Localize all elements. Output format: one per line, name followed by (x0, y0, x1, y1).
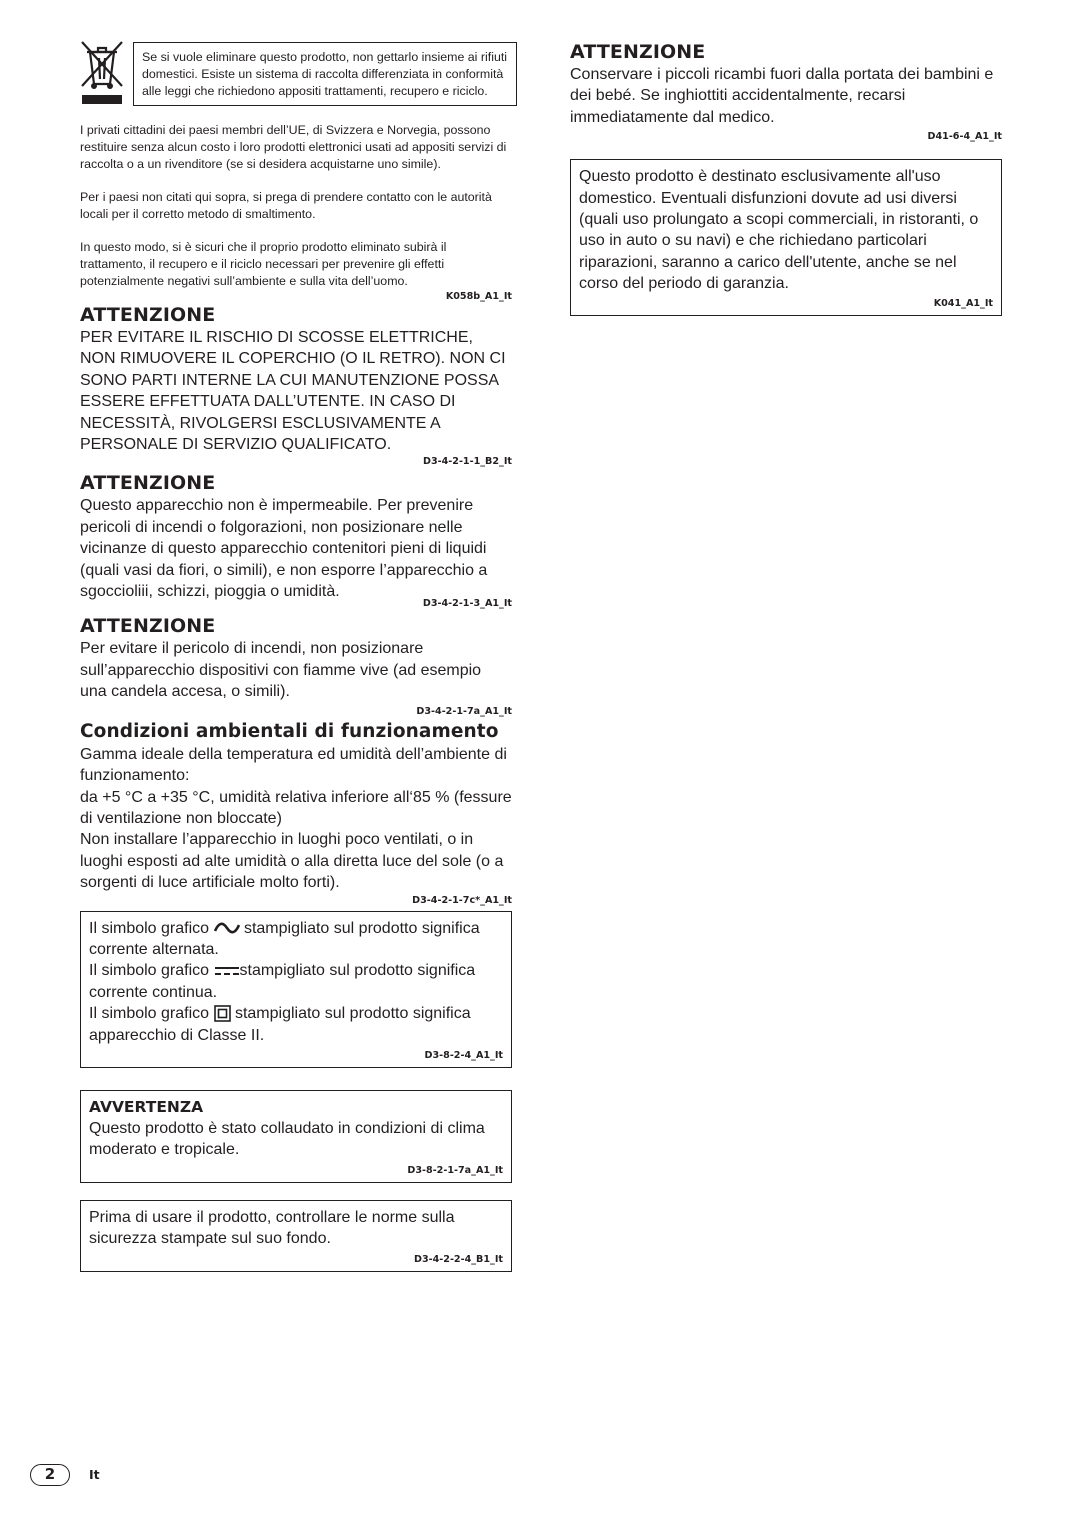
right-column (570, 40, 1002, 316)
reference-code: K058b_A1_It (445, 291, 512, 302)
reference-code: D3-4-2-1-3_A1_It (422, 598, 512, 610)
direct-current-icon (214, 965, 240, 977)
section-text: Questo apparecchio non è impermeabile. Per prevenire pericoli di incendi o folgorazioni, non posizionare nelle vicinanze di questo apparecchio contenitori pieni di liquidi (quali vasi da fiori, o simili), e non esporre l’apparecchio a sgoccioliii, schizzi, pioggia o umidità. (80, 497, 488, 601)
ac-symbol-text (89, 918, 503, 961)
dc-after: stampigliato sul prodotto significa corrente continua. (89, 962, 476, 1001)
weee-notice (80, 40, 512, 122)
dc-before: Il simbolo grafico (89, 962, 210, 980)
avvertenza-title: AVVERTENZA (89, 1097, 204, 1116)
reference-code: K041_A1_It (933, 297, 993, 309)
reference-code: D3-8-2-4_A1_It (424, 1049, 503, 1061)
conditions-line: Gamma ideale della temperatura ed umidità dell’ambiente di funzionamento: (80, 745, 507, 785)
page-number: 2 (30, 1464, 70, 1486)
alternating-current-icon (214, 921, 240, 935)
section-title: ATTENZIONE (80, 615, 216, 638)
weee-paragraph: Per i paesi non citati qui sopra, si prega di prendere contatto con le autorità locali per il corretto metodo di smaltimento. (80, 190, 492, 221)
conditions-line: da +5 °C a +35 °C, umidità relativa inferiore all‘85 % (fessure di ventilazione non bloccate) (80, 788, 512, 827)
section-text: Conservare i piccoli ricambi fuori dalla portata dei bambini e dei bebé. Se inghiottiti accidentalmente, recarsi immediatamente dal medico. (570, 66, 994, 126)
avvertenza-box (80, 1090, 512, 1183)
reference-code: D41-6-4_A1_It (927, 131, 1002, 143)
weee-box: Se si vuole eliminare questo prodotto, non gettarlo insieme ai rifiuti domestici. Esiste un sistema di raccolta differenziata in conformità alle leggi che richiedono appositi trattamenti, recupero e riciclo. (133, 42, 517, 106)
ac-before: Il simbolo grafico (89, 919, 210, 937)
section-text: Per evitare il pericolo di incendi, non posizionare sull’apparecchio dispositivi con fiamme vive (ad esempio una candela accesa, o simili). (80, 640, 482, 701)
class2-after: stampigliato sul prodotto significa apparecchio di Classe II. (89, 1005, 471, 1044)
safety-box (80, 1200, 512, 1272)
section-title: ATTENZIONE (80, 472, 216, 495)
safety-text: Prima di usare il prodotto, controllare le norme sulla sicurezza stampate sul suo fondo. (89, 1208, 455, 1248)
reference-code: D3-4-2-1-1_B2_It (422, 456, 512, 468)
reference-code: D3-4-2-2-4_B1_It (413, 1253, 503, 1265)
section-title: ATTENZIONE (80, 304, 216, 326)
section-title: Condizioni ambientali di funzionamento (80, 720, 499, 742)
crossed-out-bin-icon (80, 40, 124, 106)
class2-before: Il simbolo grafico (89, 1005, 210, 1023)
ac-after: stampigliato sul prodotto significa corrente alternata. (89, 919, 480, 958)
dc-symbol-text (89, 960, 503, 1003)
reference-code: D3-8-2-1-7a_A1_It (407, 1164, 503, 1176)
conditions-line: Non installare l’apparecchio in luoghi poco ventilati, o in luoghi esposti ad alte umidità o alla diretta luce del sole (o a sorgenti di luce artificiale molto forti). (80, 831, 504, 892)
class2-symbol-text (89, 1003, 503, 1046)
domestic-use-text: Questo prodotto è destinato esclusivamente all'uso domestico. Eventuali disfunzioni dovute ad usi diversi (quali uso prolungato a scopi commerciali, in ristoranti, o uso in auto o su navi) e che richiedano particolari riparazioni, saranno a carico dell'utente, anche se nel corso del periodo di garanzia. (579, 168, 979, 293)
reference-code: D3-4-2-1-7a_A1_It (416, 705, 512, 717)
section-title: ATTENZIONE (570, 41, 706, 63)
left-column (80, 40, 512, 1272)
domestic-use-box (570, 159, 1002, 315)
language-label: It (89, 1467, 100, 1482)
weee-paragraph: In questo modo, si è sicuri che il proprio prodotto eliminato subirà il trattamento, il recupero e il riciclo necessari per prevenire gli effetti potenzialmente negativi sull’ambiente e sulla vita dell’uomo. (80, 240, 447, 288)
class-ii-double-square-icon (214, 1005, 231, 1022)
weee-paragraph: I privati cittadini dei paesi membri dell’UE, di Svizzera e Norvegia, possono restituire senza alcun costo i loro prodotti elettronici usati ad appositi servizi di raccolta o a un rivenditore (se si desidera acquistarne uno simile). (80, 123, 507, 171)
symbols-box (80, 911, 512, 1068)
avvertenza-text: Questo prodotto è stato collaudato in condizioni di clima moderato e tropicale. (89, 1119, 485, 1159)
section-text: PER EVITARE IL RISCHIO DI SCOSSE ELETTRICHE, NON RIMUOVERE IL COPERCHIO (O IL RETRO). NON CI SONO PARTI INTERNE LA CUI MANUTENZIONE POSSA ESSERE EFFETTUATA DALL’UTENTE. IN CASO DI NECESSITÀ, RIVOLGERSI ESCLUSIVAMENTE A PERSONALE DI SERVIZIO QUALIFICATO. (80, 329, 506, 454)
reference-code: D3-4-2-1-7c*_A1_It (412, 894, 512, 906)
